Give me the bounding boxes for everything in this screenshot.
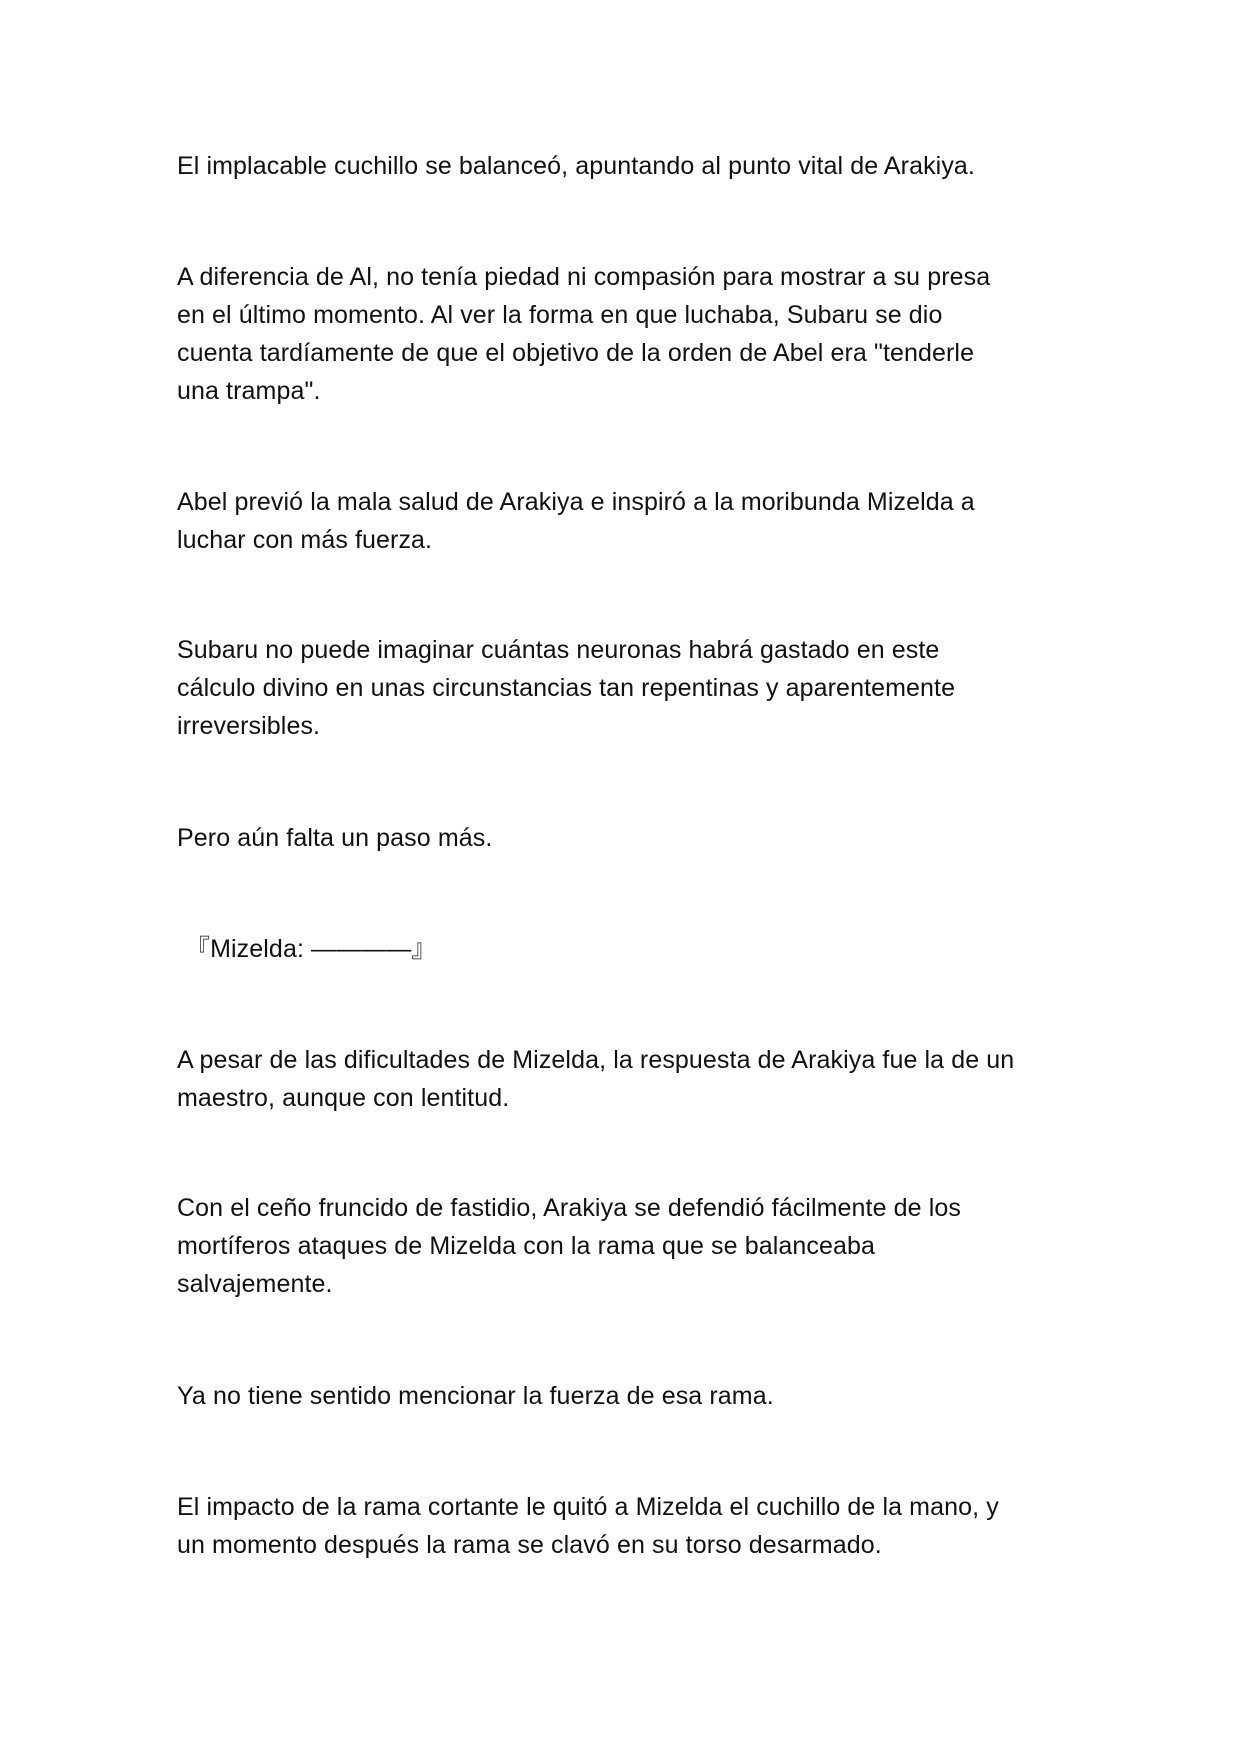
paragraph: Pero aún falta un paso más.	[177, 824, 493, 852]
paragraph: Abel previó la mala salud de Arakiya e inspiró a la moribunda Mizelda a luchar con más fuerza.	[177, 488, 975, 554]
paragraph: El implacable cuchillo se balanceó, apuntando al punto vital de Arakiya.	[177, 152, 975, 180]
paragraph: A diferencia de Al, no tenía piedad ni compasión para mostrar a su presa en el último momento. Al ver la forma en que luchaba, Subaru se dio cuenta tardíamente de que el objetivo de la orden de Abel era "tenderle una trampa".	[177, 263, 991, 405]
paragraph: El impacto de la rama cortante le quitó a Mizelda el cuchillo de la mano, y un momento después la rama se clavó en su torso desarmado.	[177, 1493, 999, 1559]
dialogue-line: 『Mizelda: ————』	[185, 935, 437, 963]
paragraph: Ya no tiene sentido mencionar la fuerza de esa rama.	[177, 1382, 774, 1410]
paragraph: Con el ceño fruncido de fastidio, Arakiya se defendió fácilmente de los mortíferos ataques de Mizelda con la rama que se balanceaba salvajemente.	[177, 1194, 961, 1298]
paragraph: Subaru no puede imaginar cuántas neuronas habrá gastado en este cálculo divino en unas circunstancias tan repentinas y aparentemente irreversibles.	[177, 636, 956, 740]
paragraph: A pesar de las dificultades de Mizelda, la respuesta de Arakiya fue la de un maestro, aunque con lentitud.	[177, 1046, 1015, 1112]
